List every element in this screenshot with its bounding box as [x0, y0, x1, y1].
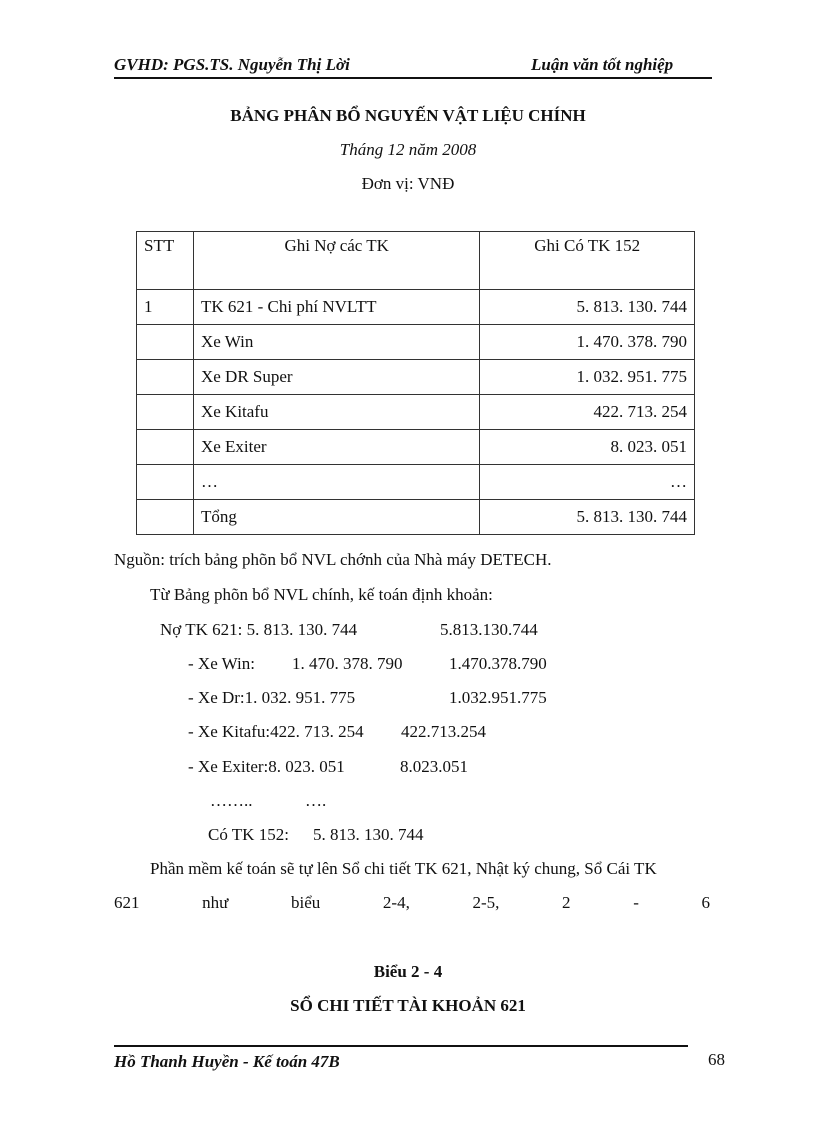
row-stt	[137, 465, 194, 500]
row-account: …	[193, 465, 479, 500]
table-row	[137, 325, 695, 360]
table-row	[137, 360, 695, 395]
paragraph-word: biểu	[291, 893, 321, 912]
header-advisor: GVHD: PGS.TS. Nguyễn Thị Lời	[114, 55, 350, 74]
paragraph-word: 2	[562, 893, 571, 912]
credit-entry-amount: 5. 813. 130. 744	[313, 825, 424, 844]
ellipsis-right: ….	[305, 791, 327, 810]
paragraph-word: 2-4,	[382, 893, 410, 912]
debit-entry-label: Nợ TK 621: 5. 813. 130. 744	[160, 620, 358, 639]
row-amount: 8. 023. 051	[480, 430, 695, 465]
win-entry-label: - Xe Win:	[188, 654, 255, 673]
table-row	[137, 290, 695, 325]
exiter-entry-value: 8.023.051	[400, 757, 468, 776]
win-entry-amount: 1. 470. 378. 790	[292, 654, 403, 673]
entry-intro: Từ Bảng phõn bổ NVL chính, kế toán định khoản:	[150, 585, 493, 604]
table-title: BẢNG PHÂN BỔ NGUYẾN VẬT LIỆU CHÍNH	[230, 106, 586, 125]
row-amount: 422. 713. 254	[480, 395, 695, 430]
source-note: Nguồn: trích bảng phõn bổ NVL chớnh của Nhà máy DETECH.	[114, 550, 552, 569]
paragraph-word: -	[633, 893, 639, 912]
table-row	[137, 430, 695, 465]
row-stt	[137, 360, 194, 395]
table-period: Tháng 12 năm 2008	[339, 140, 477, 159]
currency-unit: Đơn vị: VNĐ	[361, 174, 455, 193]
ellipsis-left: ……..	[210, 791, 253, 810]
table-row	[137, 465, 695, 500]
row-amount: 1. 032. 951. 775	[480, 360, 695, 395]
credit-entry-label: Có TK 152:	[208, 825, 289, 844]
footer-rule	[114, 1045, 688, 1047]
figure-label: Biểu 2 - 4	[373, 962, 443, 981]
row-stt: 1	[137, 290, 194, 325]
table-header-row	[137, 232, 695, 290]
paragraph-word: như	[202, 893, 229, 912]
paragraph-word: 621	[114, 893, 140, 912]
paragraph-line-1: Phần mềm kế toán sẽ tự lên Sổ chi tiết TK 621, Nhật ký chung, Sổ Cái TK	[150, 859, 657, 878]
column-header-debit: Ghi Nợ các TK	[193, 232, 479, 290]
figure-title: SỔ CHI TIẾT TÀI KHOẢN 621	[290, 996, 526, 1015]
row-stt	[137, 500, 194, 535]
row-amount: 1. 470. 378. 790	[480, 325, 695, 360]
paragraph-word: 6	[701, 893, 710, 912]
page-number: 68	[708, 1050, 725, 1069]
kitafu-entry-label: - Xe Kitafu:422. 713. 254	[188, 722, 364, 741]
dr-entry-label: - Xe Dr:1. 032. 951. 775	[188, 688, 356, 707]
row-account: Xe DR Super	[193, 360, 479, 395]
footer-author: Hồ Thanh Huyền - Kế toán 47B	[114, 1052, 340, 1071]
row-stt	[137, 430, 194, 465]
header-thesis-label: Luận văn tốt nghiệp	[531, 55, 674, 74]
row-account: TK 621 - Chi phí NVLTT	[193, 290, 479, 325]
column-header-credit: Ghi Có TK 152	[480, 232, 695, 290]
exiter-entry-label: - Xe Exiter:8. 023. 051	[188, 757, 345, 776]
row-account: Xe Kitafu	[193, 395, 479, 430]
win-entry-value: 1.470.378.790	[449, 654, 547, 673]
row-stt	[137, 395, 194, 430]
paragraph-line-2	[114, 893, 710, 913]
paragraph-word: 2-5,	[472, 893, 500, 912]
dr-entry-value: 1.032.951.775	[449, 688, 547, 707]
table-row	[137, 395, 695, 430]
table-total-row	[137, 500, 695, 535]
column-header-stt: STT	[137, 232, 194, 290]
row-amount: 5. 813. 130. 744	[480, 500, 695, 535]
row-account: Tổng	[193, 500, 479, 535]
debit-entry-value: 5.813.130.744	[440, 620, 538, 639]
row-account: Xe Exiter	[193, 430, 479, 465]
kitafu-entry-value: 422.713.254	[401, 722, 486, 741]
header-rule	[114, 77, 712, 79]
row-amount: …	[480, 465, 695, 500]
allocation-table	[136, 231, 695, 535]
row-stt	[137, 325, 194, 360]
row-account: Xe Win	[193, 325, 479, 360]
row-amount: 5. 813. 130. 744	[480, 290, 695, 325]
